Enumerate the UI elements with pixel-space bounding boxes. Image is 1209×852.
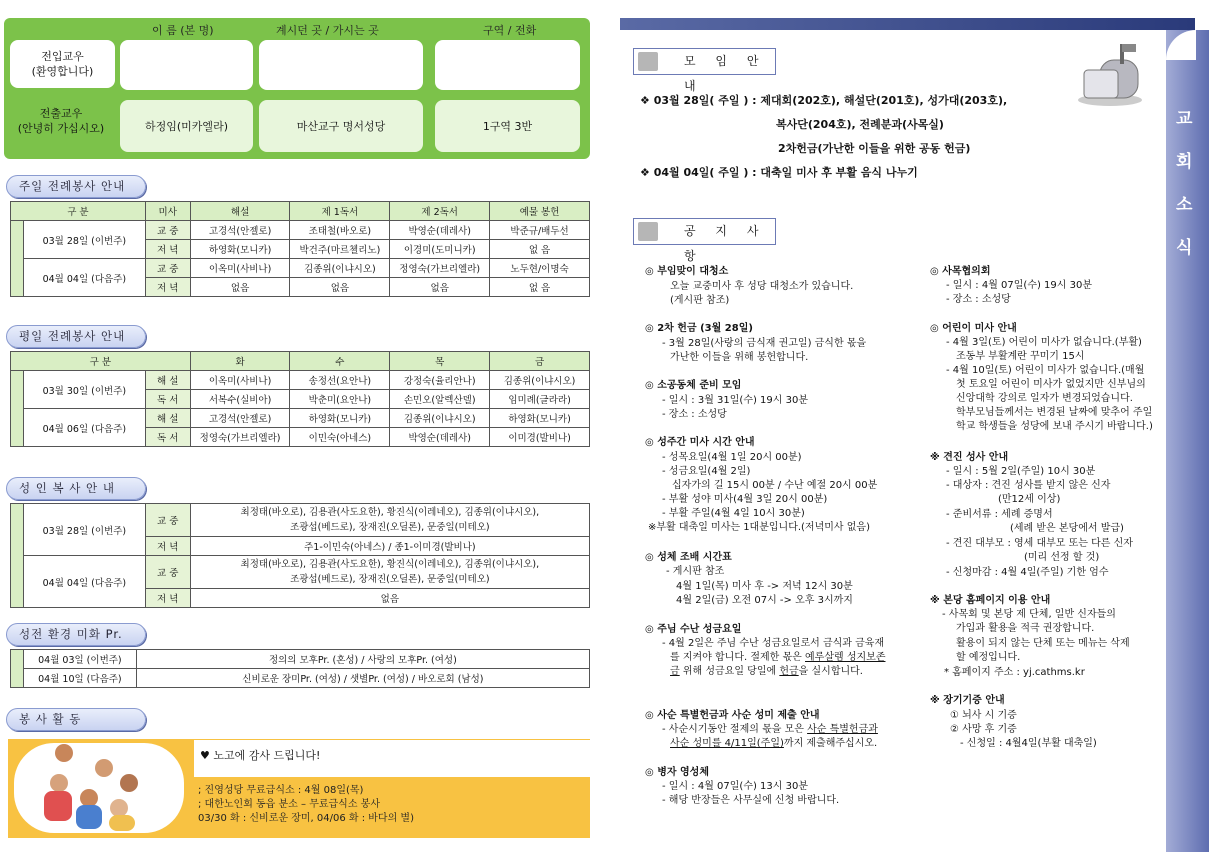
notice-text: 할 예정입니다. bbox=[956, 652, 1021, 663]
cell: 이옥미(사비나) bbox=[190, 371, 290, 390]
notice-text: ① 뇌사 시 기증 bbox=[950, 710, 1017, 721]
cell: 손민오(알렉산델) bbox=[390, 390, 490, 409]
transfer-panel bbox=[4, 18, 590, 159]
notice-title: 공 지 사 항 bbox=[684, 224, 767, 263]
notice-text: - 4월 10일(토) 어린이 미사가 없습니다.(매월 bbox=[946, 365, 1145, 376]
w-date-1: 03월 30일 (이번주) bbox=[23, 371, 145, 409]
service-line-2: ; 대한노인회 동읍 분소 – 무료급식소 봉사 bbox=[198, 799, 381, 810]
wh1: 화 bbox=[190, 352, 290, 371]
notice-text: 4월 2일(금) 오전 07시 -> 오후 3시까지 bbox=[676, 595, 853, 606]
cell: 없음 bbox=[390, 278, 490, 297]
cell: 강정숙(율리안나) bbox=[390, 371, 490, 390]
notice-heading: ◎ 소공동체 준비 모임 bbox=[645, 380, 742, 391]
person-icon bbox=[638, 52, 658, 71]
sh0: 구 분 bbox=[11, 202, 146, 221]
notice-heading: ◎ 주님 수난 성금요일 bbox=[645, 624, 742, 635]
service-line-1: ; 진영성당 무료급식소 : 4월 08일(목) bbox=[198, 785, 364, 796]
sh5: 예물 봉헌 bbox=[490, 202, 590, 221]
notice-text: (만12세 이상) bbox=[998, 494, 1061, 505]
out-label-1: 전출교우 bbox=[39, 107, 83, 120]
meeting-line-3: 2차헌금(가난한 이들을 위한 공동 헌금) bbox=[778, 142, 971, 155]
mass-type: 교 중 bbox=[145, 504, 190, 537]
notice-text: - 장소 : 소성당 bbox=[662, 409, 727, 420]
notice-text: - 일시 : 4월 07일(수) 13시 30분 bbox=[662, 781, 809, 792]
cell: 박준규/배두선 bbox=[490, 221, 590, 240]
notice-text: 십자가의 길 15시 00분 / 수난 예절 20시 00분 bbox=[672, 480, 878, 491]
mass-type: 저 녁 bbox=[145, 537, 190, 556]
notice-text: ※부활 대축일 미사는 1대분입니다.(저녁미사 없음) bbox=[648, 522, 870, 533]
cell: 박건주(마르첼리노) bbox=[290, 240, 390, 259]
cell: 이민숙(아네스) bbox=[290, 428, 390, 447]
altar-title: 성 인 복 사 안 내 bbox=[6, 477, 146, 500]
notice-text: 를 지켜야 합니다. 절제한 몫은 bbox=[670, 652, 802, 663]
cell: 김종위(이냐시오) bbox=[390, 409, 490, 428]
cell: 정의의 모후Pr. (혼성) / 사랑의 모후Pr. (여성) bbox=[136, 650, 589, 669]
cell: 하영화(모니카) bbox=[190, 240, 290, 259]
service-line-3: 03/30 화 : 신비로운 장미, 04/06 화 : 바다의 별) bbox=[198, 813, 414, 824]
cell: 고경석(안젤로) bbox=[190, 409, 290, 428]
meeting-line-1: ❖ 03월 28일( 주일 ) : 제대회(202호), 해설단(201호), 성가대(203호), bbox=[640, 94, 1008, 107]
cell: 이옥미(사비나) bbox=[190, 259, 290, 278]
notice-text: - 해당 반장들은 사무실에 신청 바랍니다. bbox=[662, 795, 840, 806]
cell: 박춘미(요안나) bbox=[290, 390, 390, 409]
thanks-text: ♥ 노고에 감사 드립니다! bbox=[200, 749, 321, 762]
mailbox-icon bbox=[1070, 40, 1150, 114]
notice-heading: ◎ 성체 조배 시간표 bbox=[645, 552, 732, 563]
notice-heading: ◎ 병자 영성체 bbox=[645, 767, 709, 778]
header-name: 이 름 (본 명) bbox=[152, 24, 214, 37]
meeting-title-box bbox=[633, 48, 776, 93]
cell: 박영순(데레사) bbox=[390, 221, 490, 240]
notice-text: 가난한 이들을 위해 봉헌합니다. bbox=[670, 352, 809, 363]
notice-text: - 일시 : 5월 2일(주일) 10시 30분 bbox=[946, 466, 1096, 477]
in-label-box bbox=[10, 40, 115, 88]
cell: 이경미(도미니카) bbox=[390, 240, 490, 259]
notice-text: 학교 학생들을 성당에 보내 주시기 바랍니다.) bbox=[956, 421, 1153, 432]
sh3: 제 1독서 bbox=[290, 202, 390, 221]
wh3: 목 bbox=[390, 352, 490, 371]
in-place-box bbox=[259, 40, 423, 90]
side-char-3: 소 bbox=[1176, 195, 1193, 215]
notice-text: - 사목회 및 본당 제 단체, 일반 신자들의 bbox=[942, 609, 1116, 620]
cell: 정영숙(가브리엘라) bbox=[390, 259, 490, 278]
s-date-2: 04월 04일 (다음주) bbox=[23, 259, 145, 297]
notice-text: - 부활 성야 미사(4월 3일 20시 00분) bbox=[662, 494, 828, 505]
cell: 김종위(이냐시오) bbox=[290, 259, 390, 278]
in-label-1: 전입교우 bbox=[41, 50, 84, 63]
notice-text: - 대상자 : 견진 성사를 받지 않은 신자 bbox=[946, 480, 1111, 491]
in-area-box bbox=[435, 40, 580, 90]
header-place: 계시던 곳 / 가시는 곳 bbox=[276, 24, 379, 37]
top-bar bbox=[620, 18, 1195, 30]
env-table bbox=[10, 649, 590, 688]
notice-text: - 3월 28일(사랑의 금식재 권고일) 금식한 몫을 bbox=[662, 338, 867, 349]
wh4: 금 bbox=[490, 352, 590, 371]
notice-text: 을 실시합니다. bbox=[798, 666, 863, 677]
cell: 없 음 bbox=[490, 278, 590, 297]
cell: 조광섭(베드로), 장재진(오딜론), 문중일(미테오) bbox=[290, 574, 490, 585]
header-area: 구역 / 전화 bbox=[483, 24, 537, 37]
e-date-1: 04월 03일 (이번주) bbox=[23, 650, 136, 669]
weekday-table bbox=[10, 351, 590, 447]
sunday-table bbox=[10, 201, 590, 297]
notice-text: 오늘 교중미사 후 성당 대청소가 있습니다. bbox=[670, 281, 854, 292]
notice-text: - 사순시기동안 절제의 몫을 모은 bbox=[662, 724, 804, 735]
notice-text: (세례 받은 본당에서 발급) bbox=[1010, 523, 1124, 534]
notice-text: (미리 선정 할 것) bbox=[1024, 552, 1100, 563]
notice-text: 예루살렘 성지보존 bbox=[805, 652, 886, 663]
notice-text: - 신청일 : 4월4일(부활 대축일) bbox=[960, 738, 1097, 749]
notice-text: - 일시 : 3월 31일(수) 19시 30분 bbox=[662, 395, 809, 406]
notice-heading: ◎ 성주간 미사 시간 안내 bbox=[645, 437, 755, 448]
cell: 박영순(데레사) bbox=[390, 428, 490, 447]
side-char-2: 회 bbox=[1176, 152, 1193, 172]
notice-text: - 장소 : 소성당 bbox=[946, 294, 1011, 305]
notice-text: ② 사망 후 기증 bbox=[950, 724, 1017, 735]
env-title: 성전 환경 미화 Pr. bbox=[6, 623, 146, 646]
mass-type: 교 중 bbox=[145, 556, 190, 589]
a-date-1: 03월 28일 (이번주) bbox=[23, 504, 145, 556]
notice-text: - 신청마감 : 4월 4일(주일) 기한 엄수 bbox=[946, 567, 1109, 578]
role: 해 설 bbox=[145, 409, 190, 428]
notice-text: - 준비서류 : 세례 증명서 bbox=[946, 509, 1053, 520]
a-date-2: 04월 04일 (다음주) bbox=[23, 556, 145, 608]
notice-text: - 성금요일(4월 2일) bbox=[662, 466, 751, 477]
notice-text: - 4월 2일은 주님 수난 성금요일로서 금식과 금육재 bbox=[662, 638, 885, 649]
cell: 서복수(실비아) bbox=[190, 390, 290, 409]
notice-text: - 견진 대부모 : 영세 대부모 또는 다른 신자 bbox=[946, 538, 1133, 549]
meeting-line-2: 복사단(204호), 전례분과(사목실) bbox=[776, 118, 944, 131]
notice-text: 조동부 부활계란 꾸미기 15시 bbox=[956, 351, 1085, 362]
notice-text: 신앙대학 강의로 일자가 변경되었습니다. bbox=[956, 393, 1133, 404]
w-date-2: 04월 06일 (다음주) bbox=[23, 409, 145, 447]
cell: 최정태(바오로), 김용관(사도요한), 황진식(이레네오), 김종위(이냐시오), bbox=[240, 507, 540, 518]
cell: 이미경(발비나) bbox=[490, 428, 590, 447]
wh0: 구 분 bbox=[11, 352, 191, 371]
cell: 노두현/이명숙 bbox=[490, 259, 590, 278]
sh4: 제 2독서 bbox=[390, 202, 490, 221]
service-title: 봉 사 활 동 bbox=[6, 708, 146, 731]
notice-text: 첫 토요일 어린이 미사가 없었지만 신부님의 bbox=[956, 379, 1146, 390]
out-area: 1구역 3반 bbox=[435, 100, 580, 152]
notice-text: 위해 성금요일 당일에 bbox=[679, 666, 777, 677]
out-name: 하정임(미카엘라) bbox=[120, 100, 253, 152]
notice-text: 활용이 되지 않는 단체 또는 메뉴는 삭제 bbox=[956, 638, 1130, 649]
in-label-2: (환영합니다) bbox=[31, 65, 94, 78]
sunday-title: 주일 전례봉사 안내 bbox=[6, 175, 146, 198]
out-label-2: (안녕히 가십시오) bbox=[17, 122, 105, 135]
notice-heading: ※ 본당 홈페이지 이용 안내 bbox=[930, 595, 1051, 606]
cell: 정영숙(가브리엘라) bbox=[190, 428, 290, 447]
cell: 하영화(모니카) bbox=[490, 409, 590, 428]
cell: 주1-이민숙(아네스) / 종1-이미경(발비나) bbox=[190, 537, 589, 556]
e-date-2: 04월 10일 (다음주) bbox=[23, 669, 136, 688]
notice-text: 학부모님들께서는 변경된 날짜에 맞추어 주일 bbox=[956, 407, 1153, 418]
notice-heading: ◎ 어린이 미사 안내 bbox=[930, 323, 1017, 334]
side-char-4: 식 bbox=[1176, 238, 1193, 258]
mass-type: 교 중 bbox=[145, 221, 190, 240]
cell: 조광섭(베드로), 장재진(오딜론), 문중일(미테오) bbox=[290, 522, 490, 533]
notice-text: 가입과 활용을 적극 권장합니다. bbox=[956, 623, 1095, 634]
cell: 김종위(이냐시오) bbox=[490, 371, 590, 390]
weekday-title: 평일 전례봉사 안내 bbox=[6, 325, 146, 348]
sh2: 해설 bbox=[190, 202, 290, 221]
notice-heading: ※ 견진 성사 안내 bbox=[930, 452, 1009, 463]
cell: 없음 bbox=[290, 278, 390, 297]
altar-table bbox=[10, 503, 590, 608]
notice-text: - 게시판 참조 bbox=[666, 566, 725, 577]
cell: 고경석(안젤로) bbox=[190, 221, 290, 240]
notice-text: (게시판 참조) bbox=[670, 295, 730, 306]
notice-text: 사순 성미를 4/11일(주일) bbox=[670, 738, 784, 749]
notice-text: 헌금 bbox=[779, 666, 799, 677]
notice-text: 사순 특별헌금과 bbox=[807, 724, 878, 735]
in-name-box bbox=[120, 40, 253, 90]
notice-text: - 4월 3일(토) 어린이 미사가 없습니다.(부활) bbox=[946, 337, 1142, 348]
cell: 없음 bbox=[190, 589, 589, 608]
notice-heading: ◎ 부임맞이 대청소 bbox=[645, 266, 729, 277]
notice-heading: ◎ 사순 특별헌금과 사순 성미 제출 안내 bbox=[645, 710, 820, 721]
notice-text: - 성목요일(4월 1일 20시 00분) bbox=[662, 452, 802, 463]
wh2: 수 bbox=[290, 352, 390, 371]
cell: 최정태(바오로), 김용관(사도요한), 황진식(이레네오), 김종위(이냐시오), bbox=[240, 559, 540, 570]
out-place: 마산교구 명서성당 bbox=[259, 100, 423, 152]
notice-heading: ◎ 2차 헌금 (3월 28일) bbox=[645, 323, 753, 334]
notice-title-box bbox=[633, 218, 776, 263]
mass-type: 저 녁 bbox=[145, 589, 190, 608]
cell: 송정선(요안나) bbox=[290, 371, 390, 390]
notice-text: 금 bbox=[670, 666, 680, 677]
role: 독 서 bbox=[145, 428, 190, 447]
meeting-line-4: ❖ 04월 04일( 주일 ) : 대축일 미사 후 부활 음식 나누기 bbox=[640, 166, 918, 179]
cell: 없음 bbox=[190, 278, 290, 297]
volunteer-illustration bbox=[14, 743, 184, 833]
mass-type: 저 녁 bbox=[145, 240, 190, 259]
cell: 임미례(글라라) bbox=[490, 390, 590, 409]
side-char-1: 교 bbox=[1176, 109, 1193, 129]
person-icon bbox=[638, 222, 658, 241]
notice-text: 까지 제출해주십시오. bbox=[783, 738, 878, 749]
cell: 하영화(모니카) bbox=[290, 409, 390, 428]
mass-type: 교 중 bbox=[145, 259, 190, 278]
mass-type: 저 녁 bbox=[145, 278, 190, 297]
notice-heading: ◎ 사목협의회 bbox=[930, 266, 991, 277]
cell: 조태철(바오로) bbox=[290, 221, 390, 240]
cell: 없 음 bbox=[490, 240, 590, 259]
s-date-1: 03월 28일 (이번주) bbox=[23, 221, 145, 259]
role: 해 설 bbox=[145, 371, 190, 390]
cell: 신비로운 장미Pr. (여성) / 샛별Pr. (여성) / 바오로회 (남성) bbox=[136, 669, 589, 688]
sh1: 미사 bbox=[145, 202, 190, 221]
role: 독 서 bbox=[145, 390, 190, 409]
notice-text: 4월 1일(목) 미사 후 -> 저녁 12시 30분 bbox=[676, 581, 853, 592]
notice-heading: ※ 장기기증 안내 bbox=[930, 695, 1005, 706]
notice-text: - 부활 주일(4월 4일 10시 30분) bbox=[662, 508, 805, 519]
notice-text: * 홈페이지 주소 : yj.cathms.kr bbox=[944, 667, 1085, 678]
meeting-title: 모 임 안 내 bbox=[684, 54, 767, 93]
notice-text: - 일시 : 4월 07일(수) 19시 30분 bbox=[946, 280, 1093, 291]
